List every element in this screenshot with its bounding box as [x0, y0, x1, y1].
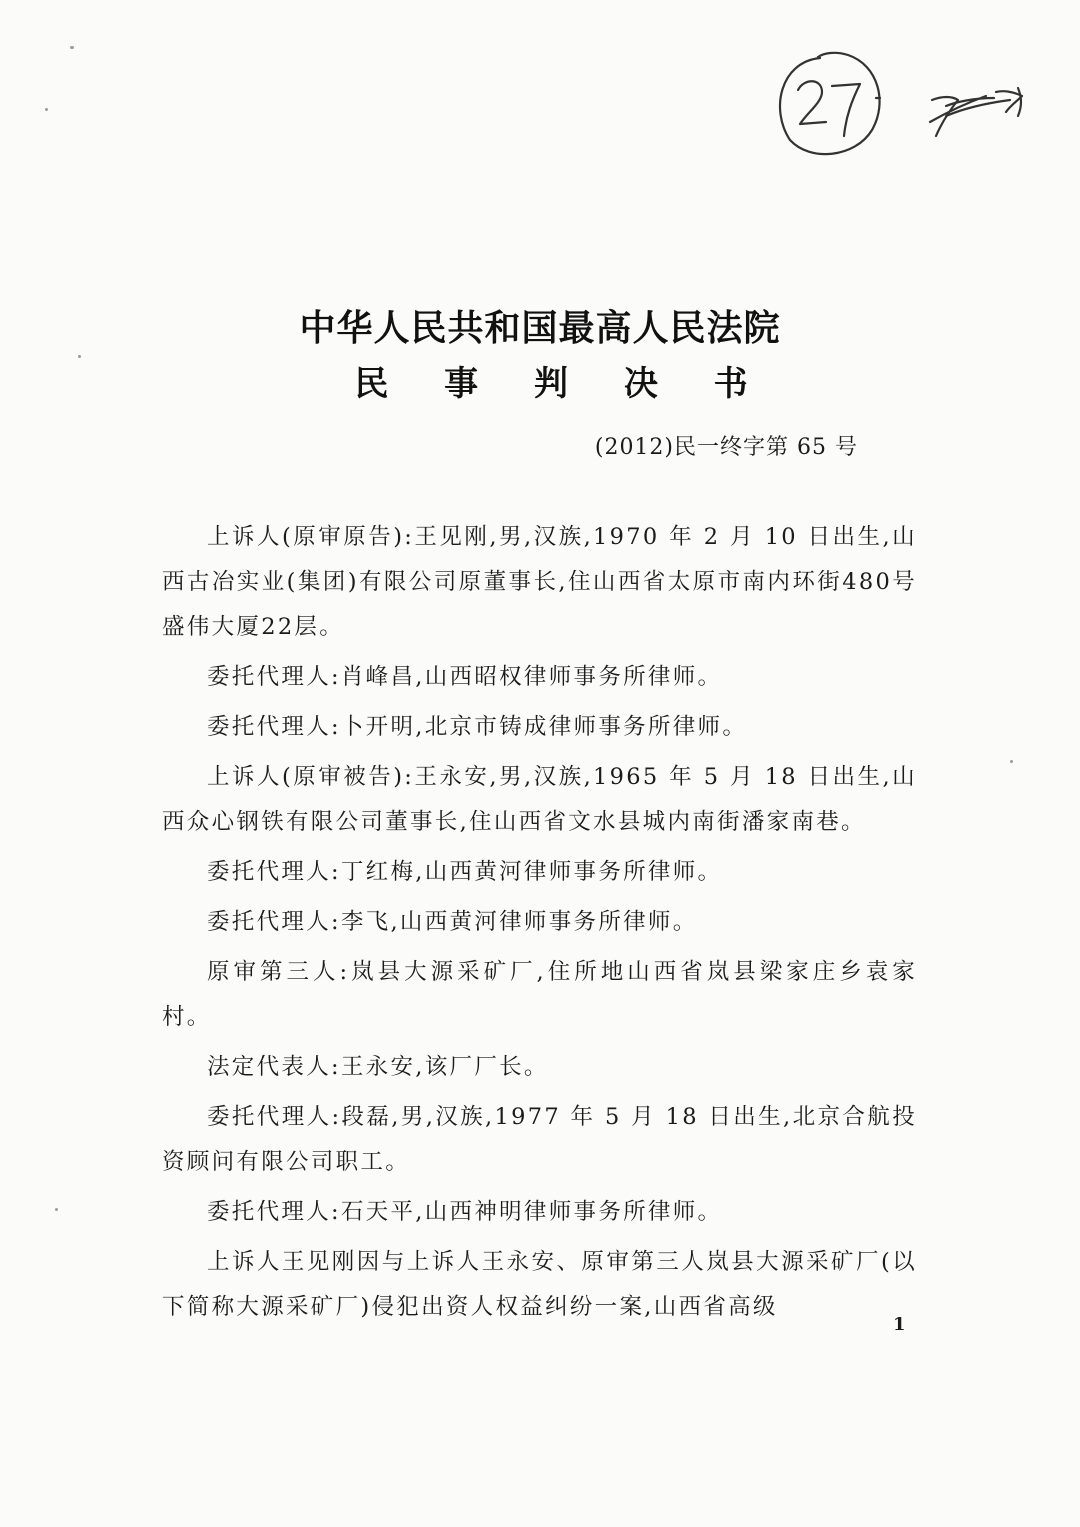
scan-speck — [78, 355, 81, 358]
paragraph: 上诉人(原审被告):王永安,男,汉族,1965 年 5 月 18 日出生,山西众心钢铁有限公司董事长,住山西省文水县城内南街潘家南巷。 — [162, 764, 917, 835]
paragraph: 委托代理人:丁红梅,山西黄河律师事务所律师。 — [207, 859, 723, 885]
paragraph: 原审第三人:岚县大源采矿厂,住所地山西省岚县梁家庄乡袁家村。 — [162, 959, 917, 1030]
scan-speck — [1010, 760, 1013, 763]
document-type-title: 民 事 判 决 书 — [354, 364, 770, 404]
paragraph: 上诉人王见刚因与上诉人王永安、原审第三人岚县大源采矿厂(以下简称大源采矿厂)侵犯出资人权益纠纷一案,山西省高级 — [162, 1249, 917, 1320]
paragraph: 委托代理人:卜开明,北京市铸成律师事务所律师。 — [207, 714, 748, 740]
paragraph: 法定代表人:王永安,该厂厂长。 — [207, 1054, 549, 1080]
scan-speck — [55, 1208, 58, 1211]
judgment-body — [162, 515, 917, 1335]
case-number: (2012)民一终字第 65 号 — [594, 435, 858, 460]
page-number: 1 — [893, 1314, 906, 1335]
paragraph: 上诉人(原审原告):王见刚,男,汉族,1970 年 2 月 10 日出生,山西古冶实业(集团)有限公司原董事长,住山西省太原市南内环街480号盛伟大厦22层。 — [162, 524, 917, 640]
paragraph: 委托代理人:段磊,男,汉族,1977 年 5 月 18 日出生,北京合航投资顾问有限公司职工。 — [162, 1104, 917, 1175]
scan-speck — [45, 108, 48, 111]
paragraph: 委托代理人:肖峰昌,山西昭权律师事务所律师。 — [207, 664, 723, 690]
paragraph: 委托代理人:李飞,山西黄河律师事务所律师。 — [207, 909, 698, 935]
scan-speck — [70, 46, 74, 49]
handwritten-annotation — [760, 40, 1060, 170]
paragraph: 委托代理人:石天平,山西神明律师事务所律师。 — [207, 1199, 723, 1225]
court-name: 中华人民共和国最高人民法院 — [299, 307, 781, 349]
